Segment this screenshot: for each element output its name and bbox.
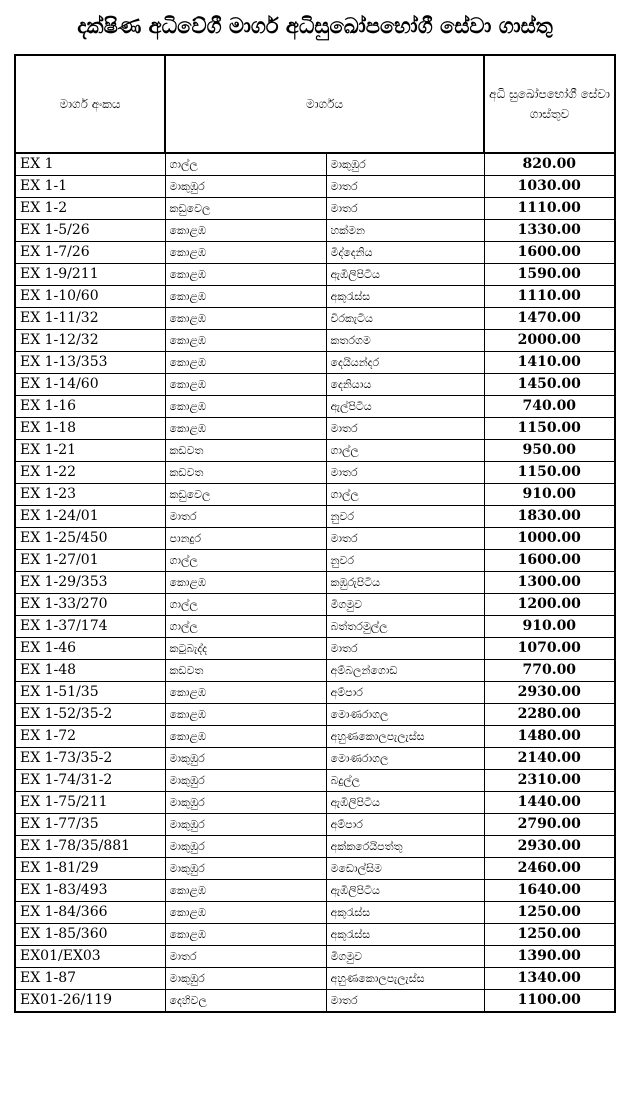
fee-cell: 910.00	[484, 616, 615, 638]
fee-cell: 1030.00	[484, 176, 615, 198]
table-row	[15, 814, 615, 836]
route-to-cell: බත්තරමුල්ල	[326, 616, 484, 638]
route-from-cell: කොළඹ	[165, 418, 326, 440]
route-to-cell: ගාල්ල	[326, 484, 484, 506]
route-from-cell: මාකුඹුර	[165, 748, 326, 770]
fee-cell: 820.00	[484, 153, 615, 176]
fee-cell: 1110.00	[484, 198, 615, 220]
table-row	[15, 242, 615, 264]
table-row	[15, 572, 615, 594]
header-row	[15, 55, 615, 153]
route-to-cell: ඇඹිලිපිටිය	[326, 880, 484, 902]
fee-cell: 1600.00	[484, 242, 615, 264]
table-row	[15, 858, 615, 880]
fee-cell: 2140.00	[484, 748, 615, 770]
route-from-cell: කඩවත	[165, 660, 326, 682]
table-body	[15, 153, 615, 1012]
route-to-cell: කඹුරුපිටිය	[326, 572, 484, 594]
table-row	[15, 836, 615, 858]
route-from-cell: කොළඹ	[165, 704, 326, 726]
fee-cell: 1250.00	[484, 924, 615, 946]
route-to-cell: මොණරාගල	[326, 748, 484, 770]
route-number-cell: EX 1-29/353	[15, 572, 165, 594]
route-number-cell: EX01/EX03	[15, 946, 165, 968]
route-from-cell: මාකුඹුර	[165, 176, 326, 198]
route-to-cell: ගාල්ල	[326, 440, 484, 462]
table-row	[15, 682, 615, 704]
route-to-cell: මාතර	[326, 176, 484, 198]
route-from-cell: පානදුර	[165, 528, 326, 550]
route-to-cell: මාතර	[326, 198, 484, 220]
route-number-cell: EX01-26/119	[15, 990, 165, 1013]
route-to-cell: අක්කරෙයිපත්තු	[326, 836, 484, 858]
table-row	[15, 528, 615, 550]
route-from-cell: කොළඹ	[165, 352, 326, 374]
fee-cell: 2930.00	[484, 836, 615, 858]
route-to-cell: මීගමුව	[326, 594, 484, 616]
route-to-cell: මීද්දෙනිය	[326, 242, 484, 264]
table-row	[15, 220, 615, 242]
route-from-cell: කොළඹ	[165, 924, 326, 946]
fee-cell: 1340.00	[484, 968, 615, 990]
route-from-cell: කඩවත	[165, 440, 326, 462]
route-number-cell: EX 1-37/174	[15, 616, 165, 638]
fee-cell: 2930.00	[484, 682, 615, 704]
route-number-cell: EX 1-14/60	[15, 374, 165, 396]
table-row	[15, 704, 615, 726]
fee-cell: 1470.00	[484, 308, 615, 330]
route-from-cell: ගාල්ල	[165, 153, 326, 176]
table-row	[15, 726, 615, 748]
header-route-number: මාර්ග අංකය	[15, 55, 165, 153]
route-number-cell: EX 1-87	[15, 968, 165, 990]
fee-cell: 2460.00	[484, 858, 615, 880]
route-number-cell: EX 1-33/270	[15, 594, 165, 616]
route-to-cell: ඇඹිලිපිටිය	[326, 264, 484, 286]
route-number-cell: EX 1-27/01	[15, 550, 165, 572]
table-row	[15, 946, 615, 968]
route-number-cell: EX 1-1	[15, 176, 165, 198]
fee-cell: 1100.00	[484, 990, 615, 1013]
route-number-cell: EX 1-75/211	[15, 792, 165, 814]
route-from-cell: මාකුඹුර	[165, 968, 326, 990]
route-number-cell: EX 1-5/26	[15, 220, 165, 242]
route-from-cell: මාතර	[165, 506, 326, 528]
header-route: මාර්ගය	[165, 55, 484, 153]
fee-cell: 1000.00	[484, 528, 615, 550]
fee-cell: 1150.00	[484, 462, 615, 484]
fee-cell: 2280.00	[484, 704, 615, 726]
fee-cell: 950.00	[484, 440, 615, 462]
table-row	[15, 264, 615, 286]
header-fee: අධි සුඛෝපභෝගී සේවා ගාස්තුව	[484, 55, 615, 153]
route-from-cell: කොළඹ	[165, 902, 326, 924]
table-row	[15, 440, 615, 462]
route-to-cell: අකුරැස්ස	[326, 902, 484, 924]
route-number-cell: EX 1-10/60	[15, 286, 165, 308]
table-row	[15, 506, 615, 528]
route-to-cell: මාතර	[326, 990, 484, 1013]
route-number-cell: EX 1-18	[15, 418, 165, 440]
route-from-cell: කොළඹ	[165, 726, 326, 748]
fee-cell: 770.00	[484, 660, 615, 682]
table-row	[15, 968, 615, 990]
fee-cell: 1110.00	[484, 286, 615, 308]
fee-cell: 1590.00	[484, 264, 615, 286]
table-row	[15, 770, 615, 792]
route-to-cell: අම්පාර	[326, 682, 484, 704]
route-number-cell: EX 1-22	[15, 462, 165, 484]
fee-cell: 1450.00	[484, 374, 615, 396]
fee-cell: 2000.00	[484, 330, 615, 352]
route-to-cell: මාතර	[326, 638, 484, 660]
route-to-cell: නුවර	[326, 550, 484, 572]
route-from-cell: කඩුවෙල	[165, 484, 326, 506]
route-number-cell: EX 1-11/32	[15, 308, 165, 330]
table-row	[15, 352, 615, 374]
fee-cell: 910.00	[484, 484, 615, 506]
route-from-cell: කොළඹ	[165, 880, 326, 902]
fee-cell: 1250.00	[484, 902, 615, 924]
route-from-cell: මාකුඹුර	[165, 858, 326, 880]
route-from-cell: මාකුඹුර	[165, 792, 326, 814]
route-to-cell: මඩොල්සිම	[326, 858, 484, 880]
route-from-cell: කඩුවෙල	[165, 198, 326, 220]
table-row	[15, 550, 615, 572]
route-to-cell: මාතර	[326, 418, 484, 440]
table-row	[15, 660, 615, 682]
route-to-cell: මොණරාගල	[326, 704, 484, 726]
route-to-cell: අම්බලන්ගොඩ	[326, 660, 484, 682]
route-from-cell: කොළඹ	[165, 220, 326, 242]
table-row	[15, 153, 615, 176]
table-row	[15, 308, 615, 330]
route-number-cell: EX 1-72	[15, 726, 165, 748]
route-number-cell: EX 1	[15, 153, 165, 176]
route-number-cell: EX 1-9/211	[15, 264, 165, 286]
route-number-cell: EX 1-85/360	[15, 924, 165, 946]
fee-cell: 1410.00	[484, 352, 615, 374]
route-from-cell: කොළඹ	[165, 286, 326, 308]
route-to-cell: අකුරැස්ස	[326, 924, 484, 946]
table-row	[15, 484, 615, 506]
route-to-cell: අහුණකොලපැලැස්ස	[326, 726, 484, 748]
route-number-cell: EX 1-73/35-2	[15, 748, 165, 770]
route-number-cell: EX 1-21	[15, 440, 165, 462]
fare-table	[14, 54, 616, 1013]
route-to-cell: බදුල්ල	[326, 770, 484, 792]
route-from-cell: කොළඹ	[165, 396, 326, 418]
route-number-cell: EX 1-13/353	[15, 352, 165, 374]
route-to-cell: නුවර	[326, 506, 484, 528]
route-to-cell: මාතර	[326, 528, 484, 550]
fee-cell: 1600.00	[484, 550, 615, 572]
table-row	[15, 880, 615, 902]
table-header	[15, 55, 615, 153]
route-from-cell: දෙහිවල	[165, 990, 326, 1013]
route-to-cell: ඇල්පිටිය	[326, 396, 484, 418]
route-number-cell: EX 1-84/366	[15, 902, 165, 924]
table-row	[15, 990, 615, 1013]
route-number-cell: EX 1-2	[15, 198, 165, 220]
route-from-cell: ගාල්ල	[165, 550, 326, 572]
route-to-cell: ඇඹිලිපිටිය	[326, 792, 484, 814]
route-number-cell: EX 1-78/35/881	[15, 836, 165, 858]
route-to-cell: වීරකැටිය	[326, 308, 484, 330]
route-from-cell: කොළඹ	[165, 682, 326, 704]
route-from-cell: ගාල්ල	[165, 594, 326, 616]
route-to-cell: මාකුඹුර	[326, 153, 484, 176]
route-to-cell: කතරගම	[326, 330, 484, 352]
route-from-cell: කොළඹ	[165, 242, 326, 264]
fee-cell: 1150.00	[484, 418, 615, 440]
table-row	[15, 902, 615, 924]
table-row	[15, 286, 615, 308]
table-row	[15, 792, 615, 814]
route-to-cell: මාතර	[326, 462, 484, 484]
table-row	[15, 924, 615, 946]
table-row	[15, 748, 615, 770]
table-row	[15, 330, 615, 352]
route-from-cell: කොළඹ	[165, 308, 326, 330]
route-number-cell: EX 1-25/450	[15, 528, 165, 550]
route-to-cell: අහුණකොලපැලැස්ස	[326, 968, 484, 990]
route-number-cell: EX 1-12/32	[15, 330, 165, 352]
fee-cell: 1330.00	[484, 220, 615, 242]
route-from-cell: කොළඹ	[165, 330, 326, 352]
table-row	[15, 176, 615, 198]
route-from-cell: කඩවත	[165, 462, 326, 484]
route-from-cell: කොළඹ	[165, 374, 326, 396]
fee-cell: 1390.00	[484, 946, 615, 968]
route-from-cell: කොළඹ	[165, 572, 326, 594]
table-row	[15, 374, 615, 396]
fee-cell: 1640.00	[484, 880, 615, 902]
table-row	[15, 462, 615, 484]
route-to-cell: අකුරැස්ස	[326, 286, 484, 308]
table-row	[15, 638, 615, 660]
table-row	[15, 594, 615, 616]
route-to-cell: දෙයියන්දර	[326, 352, 484, 374]
route-number-cell: EX 1-46	[15, 638, 165, 660]
fee-cell: 1480.00	[484, 726, 615, 748]
route-from-cell: මාතර	[165, 946, 326, 968]
table-row	[15, 616, 615, 638]
route-from-cell: කටුබැද්ද	[165, 638, 326, 660]
route-to-cell: මීගමුව	[326, 946, 484, 968]
table-row	[15, 396, 615, 418]
route-from-cell: මාකුඹුර	[165, 836, 326, 858]
route-from-cell: ගාල්ල	[165, 616, 326, 638]
route-number-cell: EX 1-77/35	[15, 814, 165, 836]
fee-cell: 2790.00	[484, 814, 615, 836]
document-title: දක්ෂිණ අධිවේගී මාර්ග අධිසුඛෝපභෝගී සේවා ගාස්තු	[77, 14, 553, 38]
route-number-cell: EX 1-24/01	[15, 506, 165, 528]
fee-cell: 1300.00	[484, 572, 615, 594]
table-row	[15, 198, 615, 220]
route-number-cell: EX 1-83/493	[15, 880, 165, 902]
fee-cell: 1200.00	[484, 594, 615, 616]
route-to-cell: දෙනියාය	[326, 374, 484, 396]
fee-cell: 1440.00	[484, 792, 615, 814]
route-number-cell: EX 1-48	[15, 660, 165, 682]
table-row	[15, 418, 615, 440]
route-from-cell: කොළඹ	[165, 264, 326, 286]
route-number-cell: EX 1-23	[15, 484, 165, 506]
fee-cell: 2310.00	[484, 770, 615, 792]
route-number-cell: EX 1-51/35	[15, 682, 165, 704]
fee-cell: 1070.00	[484, 638, 615, 660]
route-from-cell: මාකුඹුර	[165, 770, 326, 792]
route-from-cell: මාකුඹුර	[165, 814, 326, 836]
route-number-cell: EX 1-16	[15, 396, 165, 418]
fee-cell: 1830.00	[484, 506, 615, 528]
route-number-cell: EX 1-7/26	[15, 242, 165, 264]
route-number-cell: EX 1-52/35-2	[15, 704, 165, 726]
fee-cell: 740.00	[484, 396, 615, 418]
route-number-cell: EX 1-81/29	[15, 858, 165, 880]
route-to-cell: අම්පාර	[326, 814, 484, 836]
route-number-cell: EX 1-74/31-2	[15, 770, 165, 792]
route-to-cell: හක්මන	[326, 220, 484, 242]
